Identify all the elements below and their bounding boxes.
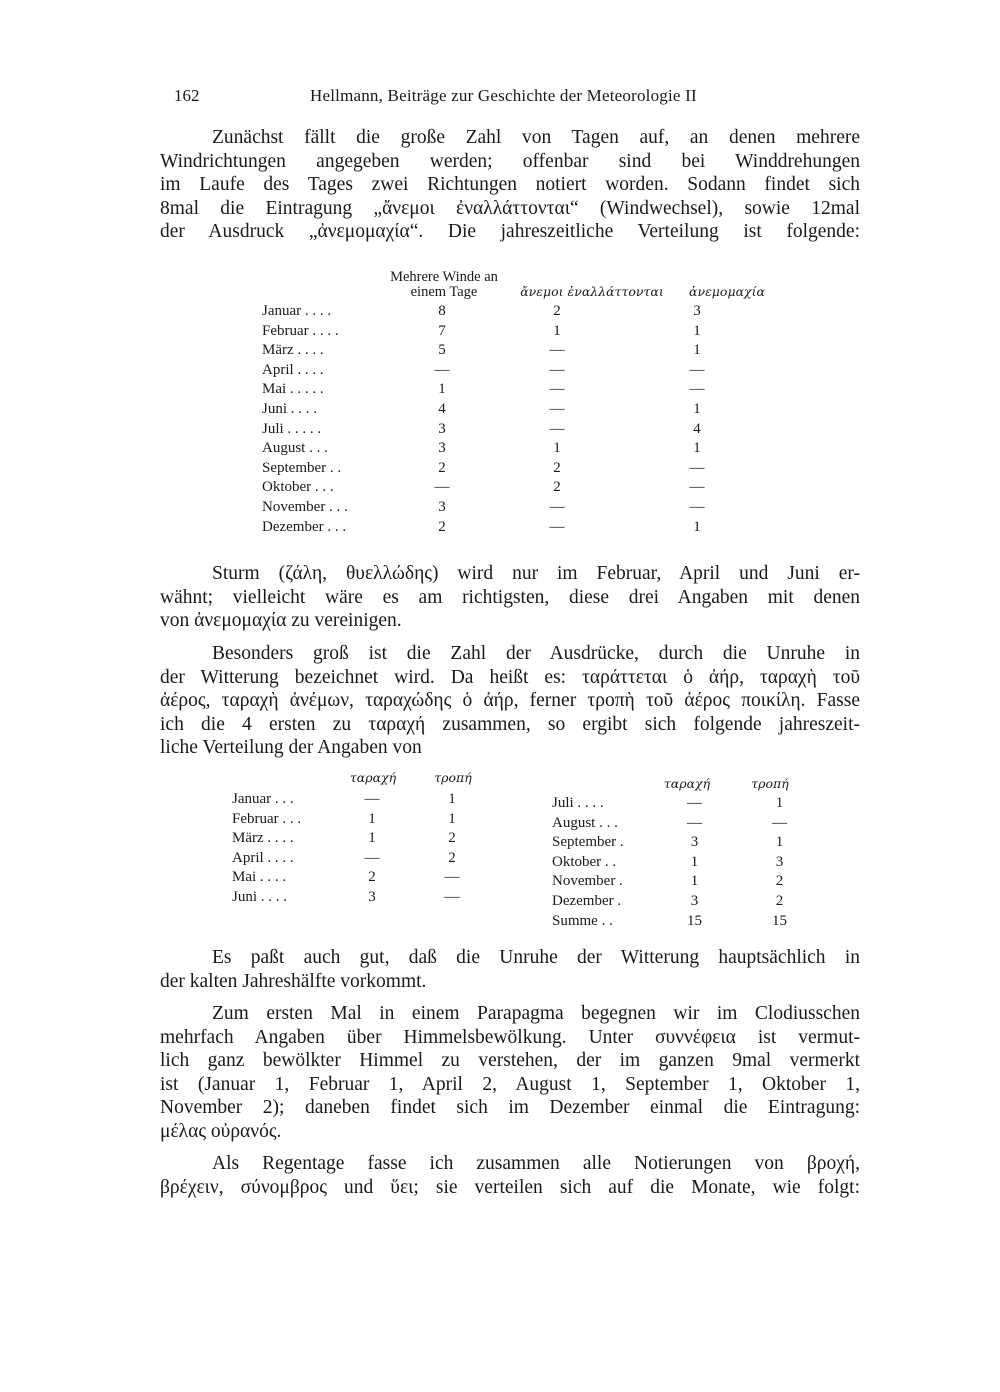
text-line: der kalten Jahreshälfte vorkommt. [160, 970, 427, 992]
value-cell: — [772, 814, 787, 831]
value-cell: 1 [693, 400, 701, 417]
value-cell: — [689, 381, 705, 398]
value-cell: — [444, 888, 460, 905]
month-cell: April . . . . [262, 361, 324, 378]
value-cell: 1 [690, 853, 699, 870]
value-cell: 2 [438, 518, 446, 535]
table1-header-windwechsel: ἄνεμοι ἐναλλάττονται [520, 284, 664, 299]
month-cell: Januar . . . . [262, 303, 332, 319]
text-line: βρέχειν, σύνομβρος und ὕει; sie verteilen sich auf die Monate, wie folgt: [160, 1176, 860, 1198]
paragraph-1 [160, 126, 860, 244]
table-row [552, 853, 822, 873]
value-cell: — [549, 342, 565, 359]
text-line: Zum ersten Mal in einem Parapagma begegnen wir im Clodiusschen [212, 1003, 860, 1024]
month-cell: Februar . . . . [262, 322, 339, 339]
month-cell: Juli . . . . [552, 795, 604, 811]
value-cell: 7 [438, 322, 446, 339]
month-cell: Juni . . . . [232, 888, 288, 905]
value-cell: 1 [693, 518, 701, 535]
value-cell: — [434, 479, 450, 496]
table-row [262, 420, 752, 440]
table1 [262, 302, 752, 537]
month-cell: Februar . . . [232, 810, 302, 827]
text-line: von ἀνεμομαχία zu vereinigen. [160, 610, 402, 632]
paragraph-6 [160, 1152, 860, 1199]
value-cell: 15 [687, 912, 702, 929]
month-cell: Dezember . . . [262, 518, 347, 535]
text-line: November 2); daneben findet sich im Dezember einmal die Eintragung: [160, 1097, 860, 1119]
value-cell: 8 [438, 303, 446, 319]
table1-header-anemomachia: ἀνεμομαχία [689, 284, 765, 299]
table-row [232, 868, 492, 888]
month-cell: Juni . . . . [262, 400, 318, 417]
table-row [232, 790, 492, 810]
text-line: liche Verteilung der Angaben von [160, 737, 422, 759]
value-cell: — [687, 814, 702, 831]
text-line: im Laufe des Tages zwei Richtungen notiert worden. Sodann findet sich [160, 174, 860, 196]
text-line: der Ausdruck „ἀνεμομαχία“. Die jahreszeitliche Verteilung ist folgende: [160, 221, 860, 243]
value-cell: 1 [693, 322, 701, 339]
table-row [262, 518, 752, 538]
table-row [232, 849, 492, 869]
month-cell: August . . . [552, 814, 618, 831]
table2-left-header-trope: τροπή [434, 770, 472, 785]
value-cell: — [689, 498, 705, 515]
month-cell: November . [552, 873, 623, 890]
text-line: Es paßt auch gut, daß die Unruhe der Witterung hauptsächlich in [212, 947, 860, 968]
value-cell: — [687, 795, 702, 811]
paragraph-5 [160, 1002, 860, 1144]
table-row [262, 322, 752, 342]
value-cell: 2 [775, 892, 784, 909]
table-row [552, 892, 822, 912]
text-line: 8mal die Eintragung „ἄνεμοι ἐναλλάττονται“ (Windwechsel), sowie 12mal [160, 197, 860, 219]
text-line: ist (Januar 1, Februar 1, April 2, August 1, September 1, Oktober 1, [160, 1073, 860, 1095]
paragraph-4 [160, 946, 860, 993]
page-number: 162 [174, 86, 200, 105]
value-cell: — [689, 361, 705, 378]
table-row [552, 794, 822, 814]
month-cell: Januar . . . [232, 791, 294, 807]
value-cell: — [689, 479, 705, 496]
value-cell: 2 [553, 459, 561, 476]
table2-right-header-trope: τροπή [751, 776, 789, 791]
text-line: wähnt; vielleicht wäre es am richtigsten, diese drei Angaben mit denen [160, 586, 860, 608]
running-title: Hellmann, Beiträge zur Geschichte der Meteorologie II [310, 86, 697, 105]
value-cell: 1 [368, 810, 376, 827]
month-cell: Juli . . . . . [262, 420, 322, 437]
value-cell: 2 [438, 459, 446, 476]
text-line: lich ganz bewölkter Himmel zu verstehen, der im ganzen 9mal vermerkt [160, 1050, 860, 1072]
table-row [262, 380, 752, 400]
value-cell: 1 [448, 810, 456, 827]
text-line: Windrichtungen angegeben werden; offenbar sind bei Winddrehungen [160, 150, 860, 172]
table-row [552, 872, 822, 892]
table2-left [232, 790, 492, 908]
value-cell: 2 [448, 849, 456, 866]
value-cell: — [364, 791, 380, 807]
table1-header-winde: Mehrere Winde an einem Tage [390, 269, 498, 300]
value-cell: 2 [448, 830, 456, 847]
table-row [262, 400, 752, 420]
value-cell: — [549, 361, 565, 378]
table-row [232, 829, 492, 849]
value-cell: 1 [438, 381, 446, 398]
value-cell: 1 [368, 830, 376, 847]
month-cell: März . . . . [262, 342, 324, 359]
month-cell: Mai . . . . . [262, 381, 324, 398]
text-line: der Witterung bezeichnet wird. Da heißt es: ταράττεται ὁ ἀήρ, ταραχὴ τοῦ [160, 666, 860, 688]
value-cell: 4 [438, 400, 446, 417]
month-cell: April . . . . [232, 849, 294, 866]
value-cell: 3 [693, 303, 701, 319]
value-cell: 3 [690, 834, 699, 851]
table-row [262, 341, 752, 361]
table-row [552, 814, 822, 834]
value-cell: 1 [448, 791, 456, 807]
value-cell: — [549, 420, 565, 437]
table2-right-header-tarache: ταραχή [663, 776, 711, 791]
value-cell: 3 [438, 440, 446, 457]
value-cell: 1 [775, 795, 784, 811]
value-cell: — [549, 498, 565, 515]
value-cell: 5 [438, 342, 446, 359]
text-line: mehrfach Angaben über Himmelsbewölkung. Unter συννέφεια ist vermut- [160, 1026, 860, 1048]
table-row [262, 459, 752, 479]
month-cell: September . . [262, 459, 342, 476]
value-cell: 1 [693, 440, 701, 457]
value-cell: 15 [772, 912, 787, 929]
table2-left-header-tarache: ταραχή [349, 770, 397, 785]
value-cell: 3 [438, 498, 446, 515]
value-cell: 2 [368, 869, 376, 886]
value-cell: — [549, 381, 565, 398]
month-cell: Summe . . [552, 912, 613, 929]
table2-right [552, 794, 822, 931]
table-row [262, 439, 752, 459]
value-cell: 2 [553, 303, 561, 319]
table-row [262, 361, 752, 381]
table-row [552, 912, 822, 932]
paragraph-3 [160, 642, 860, 760]
value-cell: — [549, 518, 565, 535]
value-cell: 4 [693, 420, 701, 437]
month-cell: Oktober . . [552, 853, 617, 870]
month-cell: Dezember . [552, 892, 622, 909]
value-cell: 1 [553, 440, 561, 457]
text-line: Zunächst fällt die große Zahl von Tagen auf, an denen mehrere [212, 127, 860, 148]
value-cell: 1 [693, 342, 701, 359]
table-row [262, 498, 752, 518]
month-cell: März . . . . [232, 830, 294, 847]
month-cell: September . [552, 834, 624, 851]
text-line: μέλας οὐρανός. [160, 1120, 282, 1142]
text-line: Besonders groß ist die Zahl der Ausdrücke, durch die Unruhe in [212, 643, 860, 664]
value-cell: — [434, 361, 450, 378]
table-row [232, 810, 492, 830]
month-cell: August . . . [262, 440, 328, 457]
value-cell: — [444, 869, 460, 886]
paragraph-2 [160, 562, 860, 633]
value-cell: 1 [553, 322, 561, 339]
value-cell: 2 [553, 479, 561, 496]
text-line: Als Regentage fasse ich zusammen alle Notierungen von βροχή, [212, 1153, 860, 1174]
value-cell: 3 [690, 892, 699, 909]
value-cell: 1 [690, 873, 699, 890]
table-row [262, 302, 752, 322]
value-cell: 3 [438, 420, 446, 437]
month-cell: Oktober . . . [262, 479, 334, 496]
value-cell: — [549, 400, 565, 417]
value-cell: — [689, 459, 705, 476]
value-cell: 3 [775, 853, 784, 870]
text-line: Sturm (ζάλη, θυελλώδης) wird nur im Februar, April und Juni er- [212, 563, 860, 584]
month-cell: Mai . . . . [232, 869, 287, 886]
month-cell: November . . . [262, 498, 348, 515]
table-row [232, 888, 492, 908]
value-cell: — [364, 849, 380, 866]
text-line: ἀέρος, ταραχὴ ἀνέμων, ταραχώδης ὁ ἀήρ, ferner τροπὴ τοῦ ἀέρος ποικίλη. Fasse [160, 690, 860, 712]
value-cell: 1 [775, 834, 784, 851]
table-row [552, 833, 822, 853]
text-line: ich die 4 ersten zu ταραχή zusammen, so ergibt sich folgende jahreszeit- [160, 713, 860, 735]
table-row [262, 478, 752, 498]
value-cell: 2 [775, 873, 784, 890]
value-cell: 3 [368, 888, 376, 905]
